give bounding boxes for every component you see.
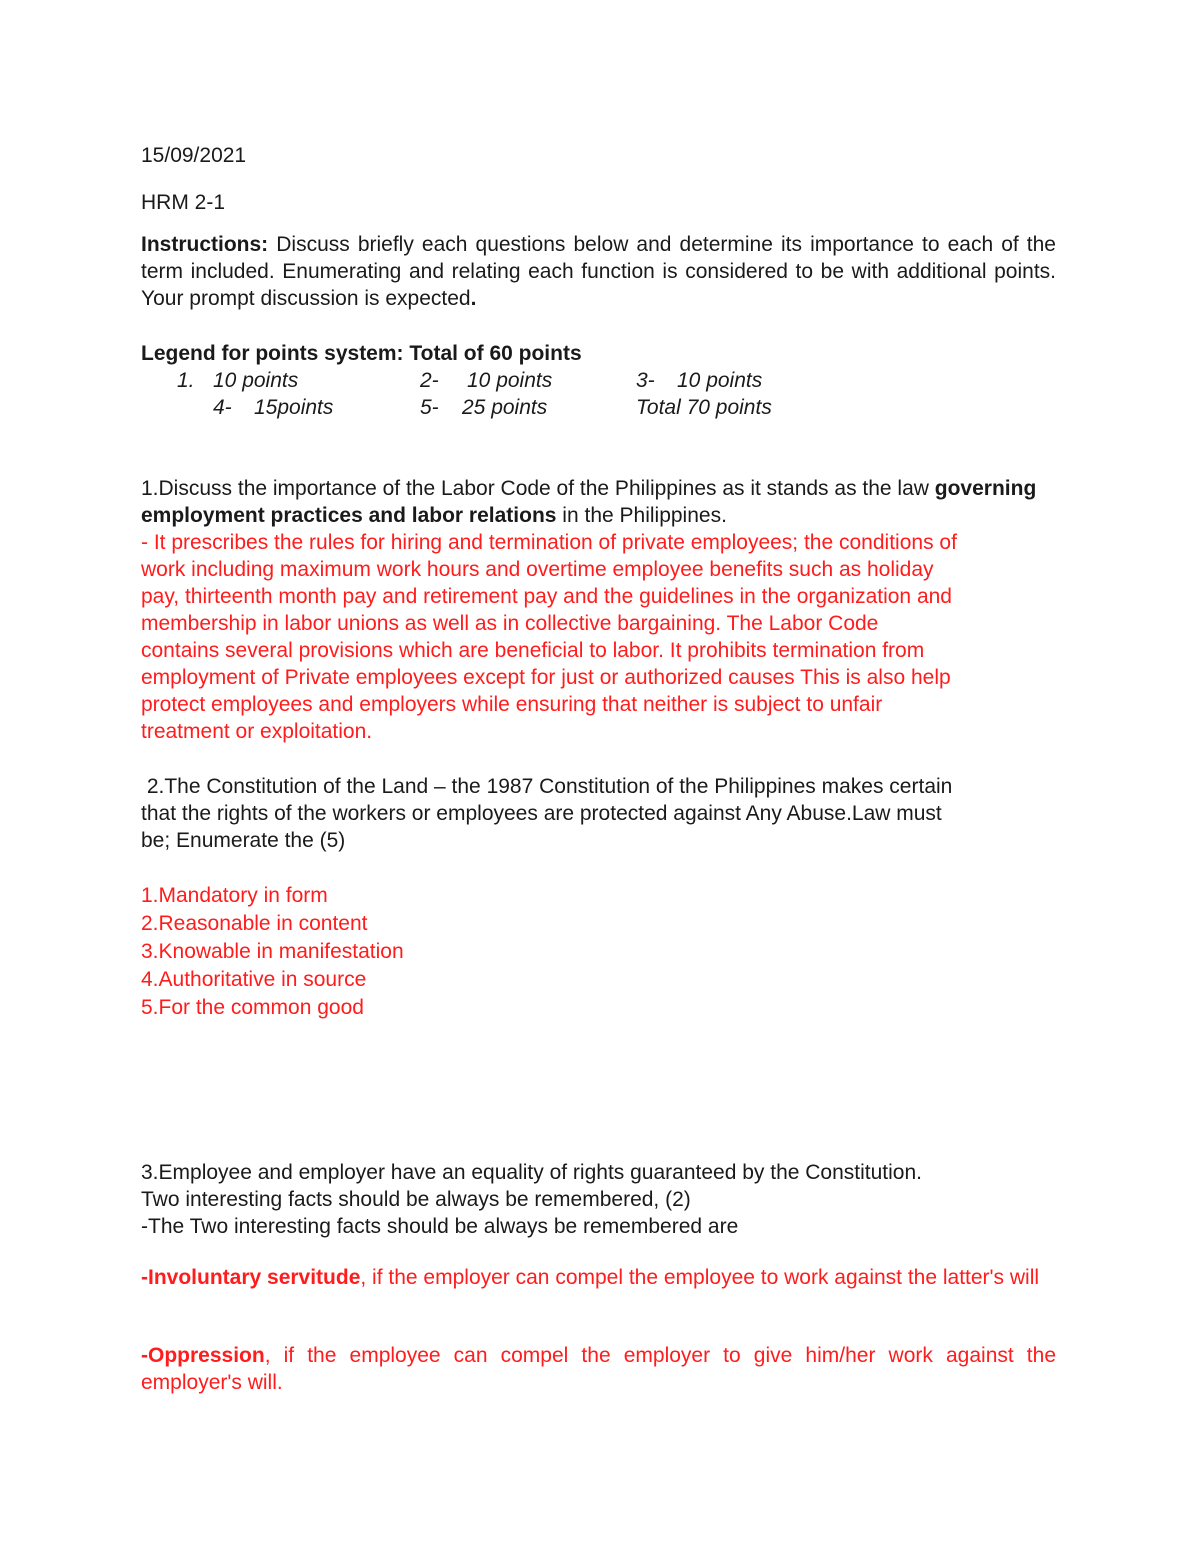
legend-item-points: 10 points [213,369,299,392]
question-3-line: -The Two interesting facts should be always be remembered are [141,1215,739,1238]
question-1 [141,475,1056,529]
course-code: HRM 2-1 [141,191,226,214]
legend-item-points: 25 points [462,396,548,419]
legend-item-label: 5- [420,396,439,419]
legend-item-points: 15points [254,396,334,419]
question-2 [141,773,1071,854]
instructions-paragraph [141,231,1056,312]
legend-item-label: 1. [177,369,195,392]
answer-1-line: treatment or exploitation. [141,720,373,743]
answer-1-line: - It prescribes the rules for hiring and termination of private employees; the conditions of [141,531,957,554]
list-item: 1.Mandatory in form [141,884,328,907]
legend-item-label: 2- [420,369,439,392]
list-item: 5.For the common good [141,996,364,1019]
answer-1-line: employment of Private employees except for just or authorized causes This is also help [141,666,951,689]
question-3-line: 3.Employee and employer have an equality of rights guaranteed by the Constitution. [141,1161,922,1184]
date: 15/09/2021 [141,144,247,167]
fact-2-text: , if the employee can compel the employer to give him/her work against the employer's will. [141,1344,1056,1394]
question-3-line: Two interesting facts should be always be remembered, (2) [141,1188,691,1211]
answer-1-line: work including maximum work hours and overtime employee benefits such as holiday [141,558,934,581]
answer-1 [141,529,1071,745]
answer-1-line: contains several provisions which are beneficial to labor. It prohibits termination from [141,639,925,662]
legend-item-points: 10 points [677,369,763,392]
legend-title: Legend for points system: Total of 60 points [141,342,582,365]
instructions-end: . [470,287,477,310]
answer-1-line: pay, thirteenth month pay and retirement pay and the guidelines in the organization and [141,585,952,608]
question-2-line: 2.The Constitution of the Land – the 1987 Constitution of the Philippines makes certain [141,775,953,798]
legend-total: Total 70 points [636,396,772,419]
legend-item-label: 3- [636,369,655,392]
list-item: 3.Knowable in manifestation [141,940,404,963]
question-2-line: that the rights of the workers or employees are protected against Any Abuse.Law must [141,802,942,825]
fact-2 [141,1342,1056,1396]
answer-1-line: protect employees and employers while ensuring that neither is subject to unfair [141,693,883,716]
instructions-text: Discuss briefly each questions below and determine its importance to each of the term included. Enumerating and relating each function is considered to be with additional points. Your prompt discussion is expected [141,233,1056,310]
legend-item-points: 10 points [467,369,553,392]
question-1-suffix: in the Philippines. [556,504,727,527]
question-1-bold: governing employment practices and labor relations [141,477,1037,527]
fact-1-term: -Involuntary servitude [141,1266,361,1289]
list-item: 2.Reasonable in content [141,912,368,935]
answer-1-line: membership in labor unions as well as in collective bargaining. The Labor Code [141,612,879,635]
fact-1 [141,1264,1056,1291]
question-2-line: be; Enumerate the (5) [141,829,346,852]
question-3 [141,1159,1071,1240]
question-1-prefix: 1.Discuss the importance of the Labor Code of the Philippines as it stands as the law [141,477,935,500]
fact-2-term: -Oppression [141,1344,265,1367]
answer-2-list [141,882,1056,1022]
fact-1-text: , if the employer can compel the employee to work against the latter's will [360,1266,1040,1289]
list-item: 4.Authoritative in source [141,968,367,991]
instructions-label: Instructions: [141,233,269,256]
legend-item-label: 4- [213,396,232,419]
